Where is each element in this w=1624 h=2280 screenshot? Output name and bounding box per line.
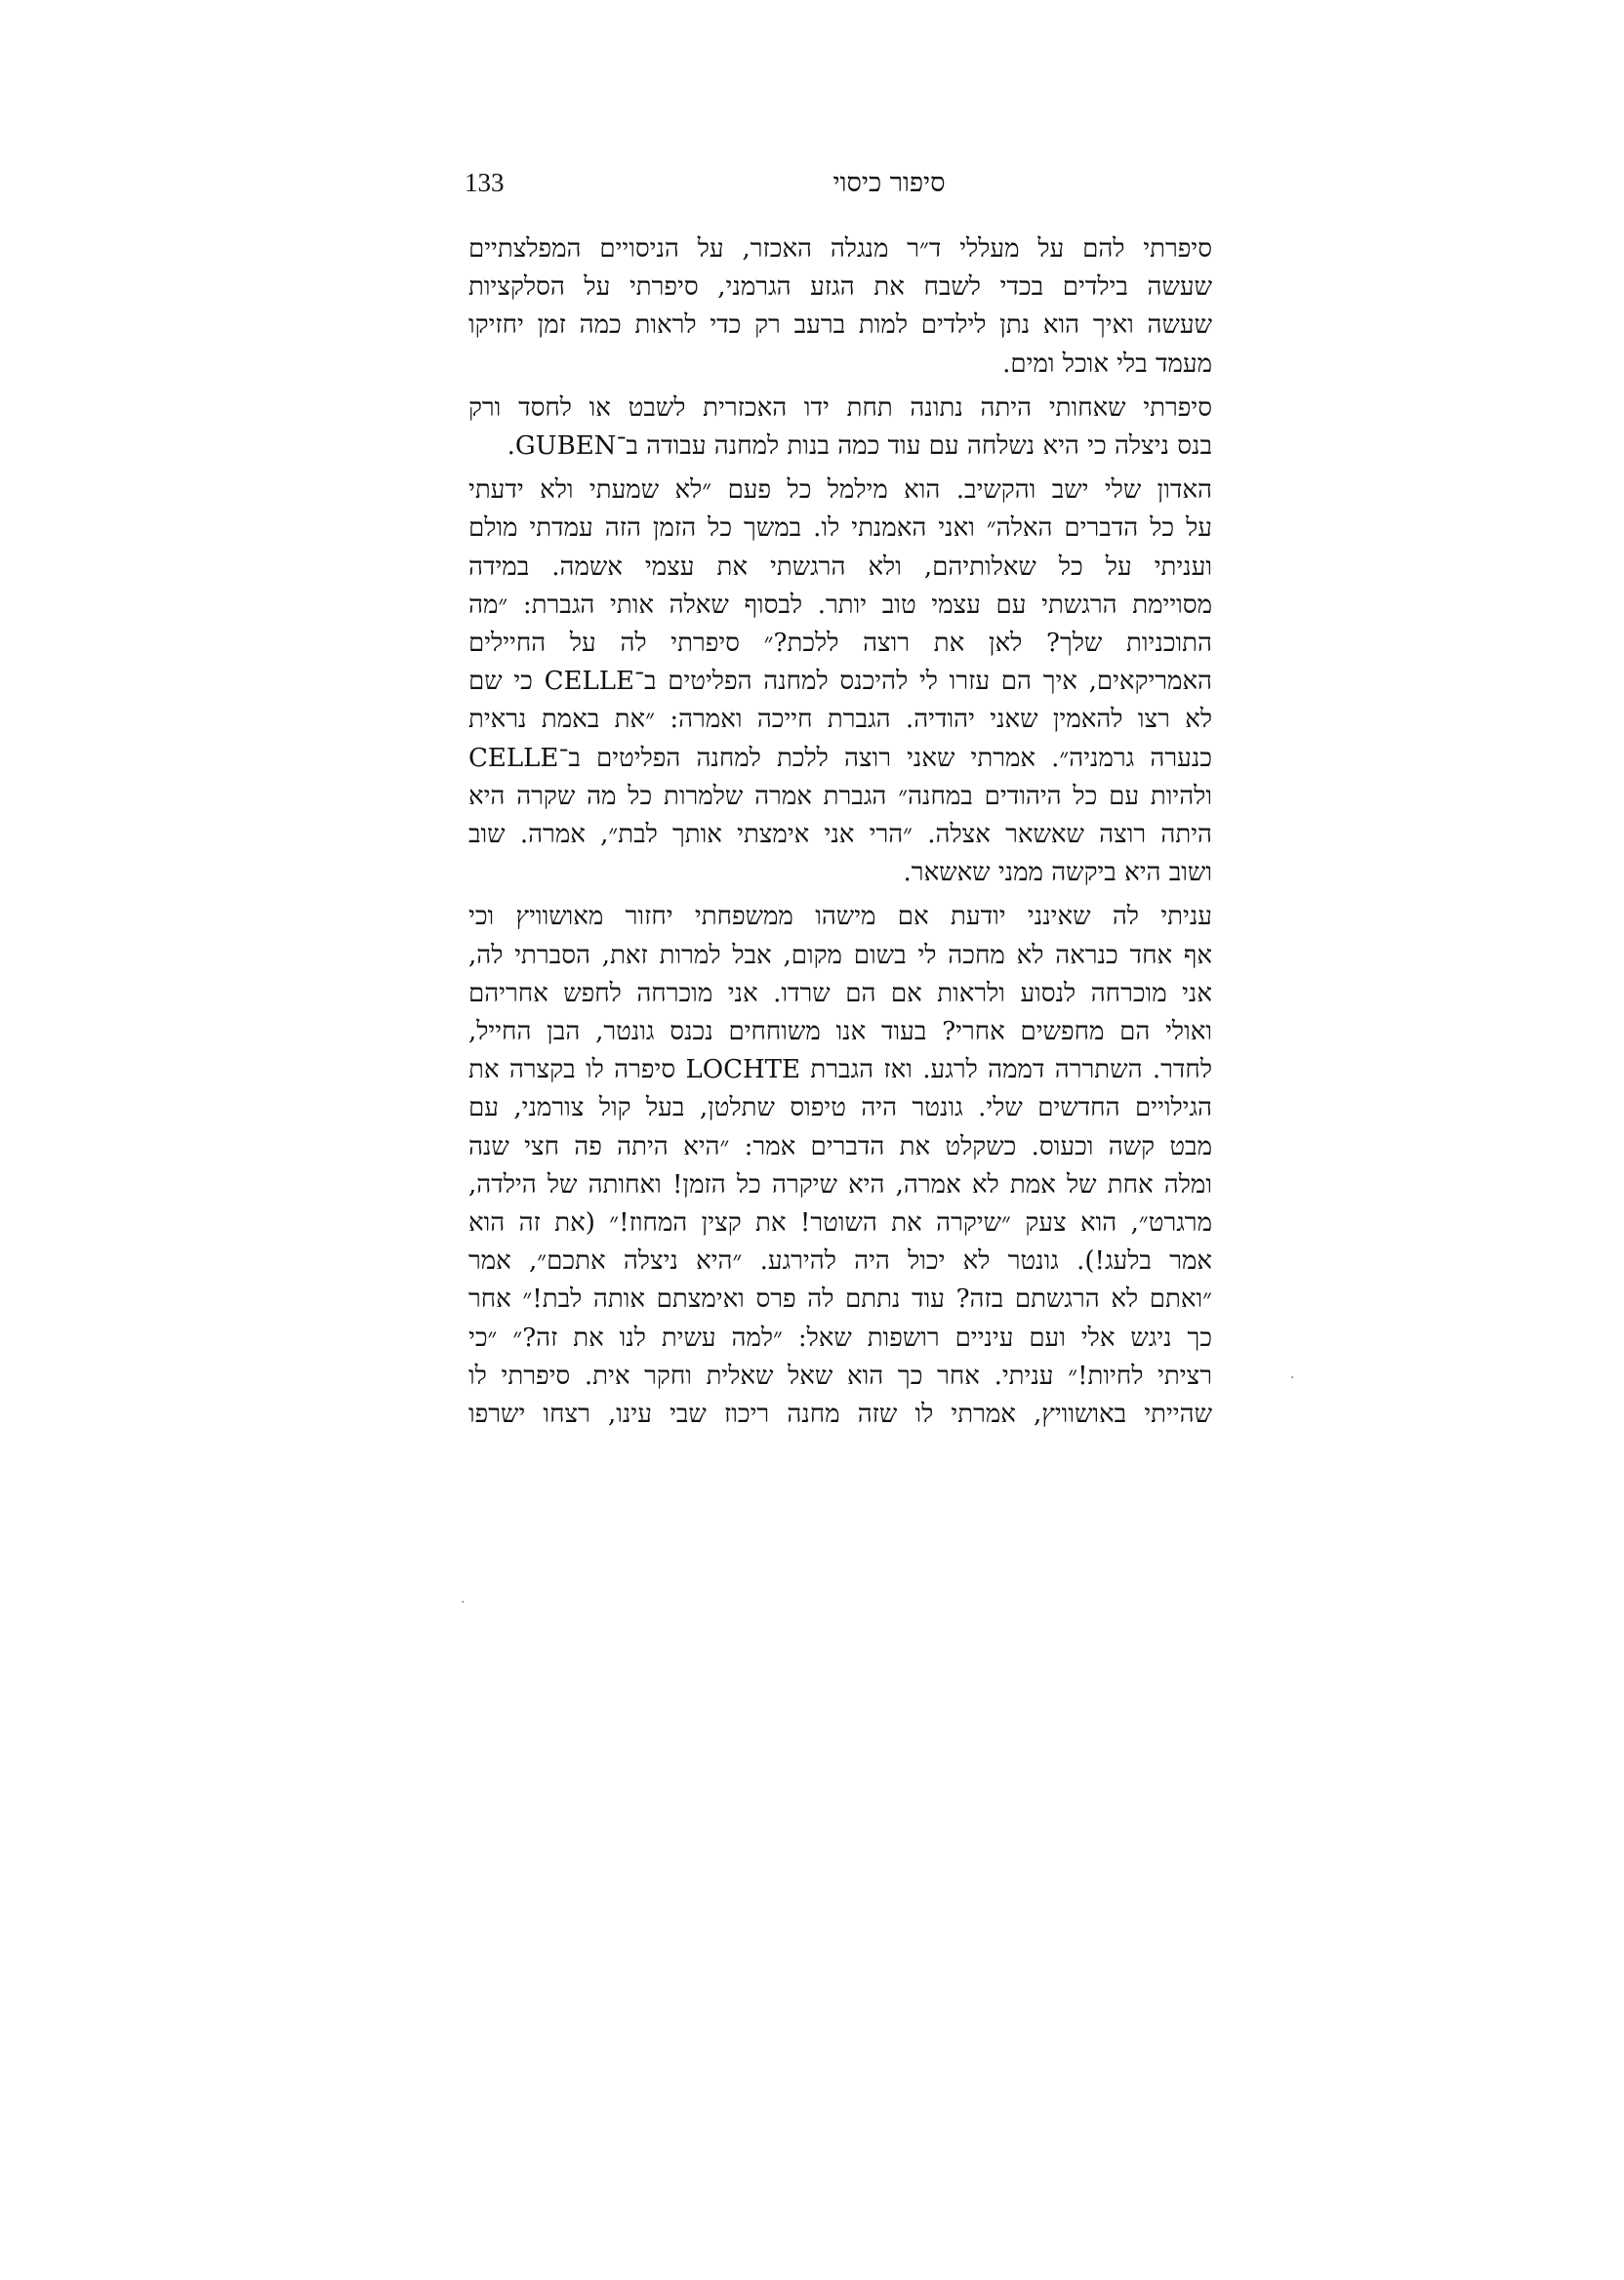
paragraph <box>468 471 1234 892</box>
text-line: ״ואתם לא הרגשתם בזה? עוד נתתם לה פרס ואימצתם אותה לבת!״ אחר <box>468 1284 1212 1315</box>
page-number: 133 <box>465 168 505 197</box>
text-line: אני מוכרחה לנסוע ולראות אם הם שרדו. אני מוכרחה לחפש אחריהם <box>468 978 1212 1008</box>
paragraph <box>468 230 1234 384</box>
text-line: סיפרתי שאחותי היתה נתונה תחת ידו האכזרית לשבט או לחסד ורק <box>468 392 1212 423</box>
text-line: אמר בלעג!). גונטר לא יכול היה להירגע. ״היא ניצלה אתכם״, אמר <box>468 1246 1212 1277</box>
text-line: כך ניגש אלי ועם עיניים רושפות שאל: ״למה עשית לנו את זה?״ ״כי <box>468 1323 1212 1353</box>
scan-speck: · <box>1290 1370 1295 1386</box>
text-line: ועניתי על כל שאלותיהם, ולא הרגשתי את עצמי אשמה. במידה <box>468 551 1213 582</box>
paragraph <box>468 389 1234 466</box>
text-line: רציתי לחיות!״ עניתי. אחר כך הוא שאל שאלית וחקר אית. סיפרתי לו <box>468 1361 1212 1391</box>
running-title: סיפור כיסוי <box>832 168 946 198</box>
text-line: שעשה בילדים בכדי לשבח את הגזע הגרמני, סיפרתי על הסלקציות <box>468 272 1212 303</box>
text-line: ואולי הם מחפשים אחרי? בעוד אנו משוחחים נכנס גונטר, הבן החייל, <box>468 1017 1212 1047</box>
text-line: סיפרתי להם על מעללי ד״ר מנגלה האכזר, על הניסויים המפלצתיים <box>468 234 1212 264</box>
paragraph <box>468 898 1234 1434</box>
text-line: מסויימת הרגשתי עם עצמי טוב יותר. לבסוף שאלה אותי הגברת: ״מה <box>468 590 1212 620</box>
page-header <box>465 166 1236 205</box>
text-line: לא רצו להאמין שאני יהודיה. הגברת חייכה ואמרה: ״את באמת נראית <box>468 705 1212 735</box>
text-line: עניתי לה שאינני יודעת אם מישהו ממשפחתי יחזור מאושוויץ וכי <box>468 902 1212 932</box>
text-line: אף אחד כנראה לא מחכה לי בשום מקום, אבל למרות זאת, הסברתי לה, <box>468 940 1212 970</box>
text-line: הגילויים החדשים שלי. גונטר היה טיפוס שתלטן, בעל קול צורמני, עם <box>468 1093 1212 1123</box>
text-line: האדון שלי ישב והקשיב. הוא מילמל כל פעם ״לא שמעתי ולא ידעתי <box>468 475 1212 506</box>
text-line: מבט קשה וכעוס. כשקלט את הדברים אמר: ״היא היתה פה חצי שנה <box>468 1131 1212 1161</box>
text-line: מעמד בלי אוכל ומים. <box>1002 348 1212 379</box>
text-line: האמריקאים, איך הם עזרו לי להיכנס למחנה הפליטים ב־CELLE כי שם <box>468 667 1213 697</box>
scan-speck: · <box>461 1595 466 1610</box>
text-line: שהייתי באושוויץ, אמרתי לו שזה מחנה ריכוז שבי עינו, רצחו ישרפו <box>468 1400 1212 1430</box>
text-line: התוכניות שלך? לאן את רוצה ללכת?״ סיפרתי לה על החיילים <box>468 629 1212 659</box>
text-line: ולהיות עם כל היהודים במחנה״ הגברת אמרה שלמרות כל מה שקרה היא <box>468 781 1213 811</box>
text-line: שעשה ואיך הוא נתן לילדים למות ברעב רק כדי לראות כמה זמן יחזיקו <box>468 310 1212 341</box>
text-line: ושוב היא ביקשה ממני שאשאר. <box>903 858 1212 888</box>
text-line: כנערה גרמניה״. אמרתי שאני רוצה ללכת למחנה הפליטים ב־CELLE <box>468 743 1212 773</box>
text-line: היתה רוצה שאשאר אצלה. ״הרי אני אימצתי אותך לבת״, אמרה. שוב <box>468 820 1212 850</box>
body-text <box>468 230 1234 1440</box>
text-line: לחדר. השתררה דממה לרגע. ואז הגברת LOCHTE סיפרה לו בקצרה את <box>468 1055 1212 1085</box>
text-line: על כל הדברים האלה״ ואני האמנתי לו. במשך כל הזמן הזה עמדתי מולם <box>468 513 1212 544</box>
text-line: ומלה אחת של אמת לא אמרה, היא שיקרה כל הזמן! ואחותה של הילדה, <box>468 1169 1212 1200</box>
text-line: בנס ניצלה כי היא נשלחה עם עוד כמה בנות למחנה עבודה ב־GUBEN. <box>507 431 1212 462</box>
text-line: מרגרט״, הוא צעק ״שיקרה את השוטר! את קצין המחוז!״ (את זה הוא <box>468 1208 1212 1239</box>
